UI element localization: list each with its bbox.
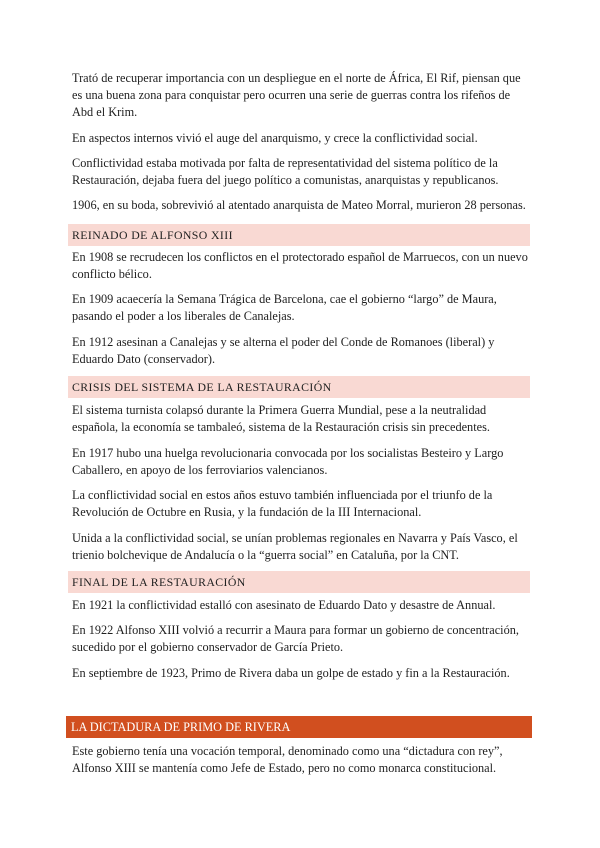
paragraph-1917: En 1917 hubo una huelga revolucionaria convocada por los socialistas Besteiro y Largo Caballero, en apoyo de los ferroviarios valencianos. [72,446,504,477]
section-heading-reinado: REINADO DE ALFONSO XIII [68,224,530,246]
paragraph-boda: 1906, en su boda, sobrevivió al atentado anarquista de Mateo Morral, murieron 28 personas. [72,198,526,212]
section-heading-crisis: CRISIS DEL SISTEMA DE LA RESTAURACIÓN [68,376,530,398]
paragraph-rif: Trató de recuperar importancia con un despliegue en el norte de África, El Rif, piensan que es una buena zona para conquistar pero ocurren una serie de guerras contra los rifeños de Abd el Krim. [72,71,521,119]
paragraph-revolucion-octubre: La conflictividad social en estos años estuvo también influenciada por el triunfo de la Revolución de Octubre en Rusia, y la fundación de la III Internacional. [72,488,493,519]
paragraph-1912: En 1912 asesinan a Canalejas y se alterna el poder del Conde de Romanoes (liberal) y Eduardo Dato (conservador). [72,335,495,366]
chapter-heading-dictadura: LA DICTADURA DE PRIMO DE RIVERA [66,716,532,738]
paragraph-turnista: El sistema turnista colapsó durante la Primera Guerra Mundial, pese a la neutralidad española, la economía se tambaleó, sistema de la Restauración crisis sin precedentes. [72,403,490,434]
paragraph-problemas-regionales: Unida a la conflictividad social, se unían problemas regionales en Navarra y País Vasco, el trienio bolchevique de Andalucía o la “guerra social” en Cataluña, por la CNT. [72,531,518,562]
paragraph-1921: En 1921 la conflictividad estalló con asesinato de Eduardo Dato y desastre de Annual. [72,598,496,612]
paragraph-1923: En septiembre de 1923, Primo de Rivera daba un golpe de estado y fin a la Restauración. [72,666,510,680]
paragraph-1909: En 1909 acaecería la Semana Trágica de Barcelona, cae el gobierno “largo” de Maura, pasando el poder a los liberales de Canalejas. [72,292,497,323]
paragraph-dictadura-con-rey: Este gobierno tenía una vocación temporal, denominado como una “dictadura con rey”, Alfonso XIII se mantenía como Jefe de Estado, pero no como monarca constitucional. [72,744,503,775]
section-heading-final: FINAL DE LA RESTAURACIÓN [68,571,530,593]
paragraph-1908: En 1908 se recrudecen los conflictos en el protectorado español de Marruecos, con un nuevo conflicto bélico. [72,250,528,281]
paragraph-anarquismo: En aspectos internos vivió el auge del anarquismo, y crece la conflictividad social. [72,131,478,145]
paragraph-1922: En 1922 Alfonso XIII volvió a recurrir a Maura para formar un gobierno de concentración, sucedido por el gobierno conservador de García Prieto. [72,623,519,654]
paragraph-conflictividad: Conflictividad estaba motivada por falta de representatividad del sistema político de la Restauración, dejaba fuera del juego político a comunistas, anarquistas y republicanos. [72,156,499,187]
